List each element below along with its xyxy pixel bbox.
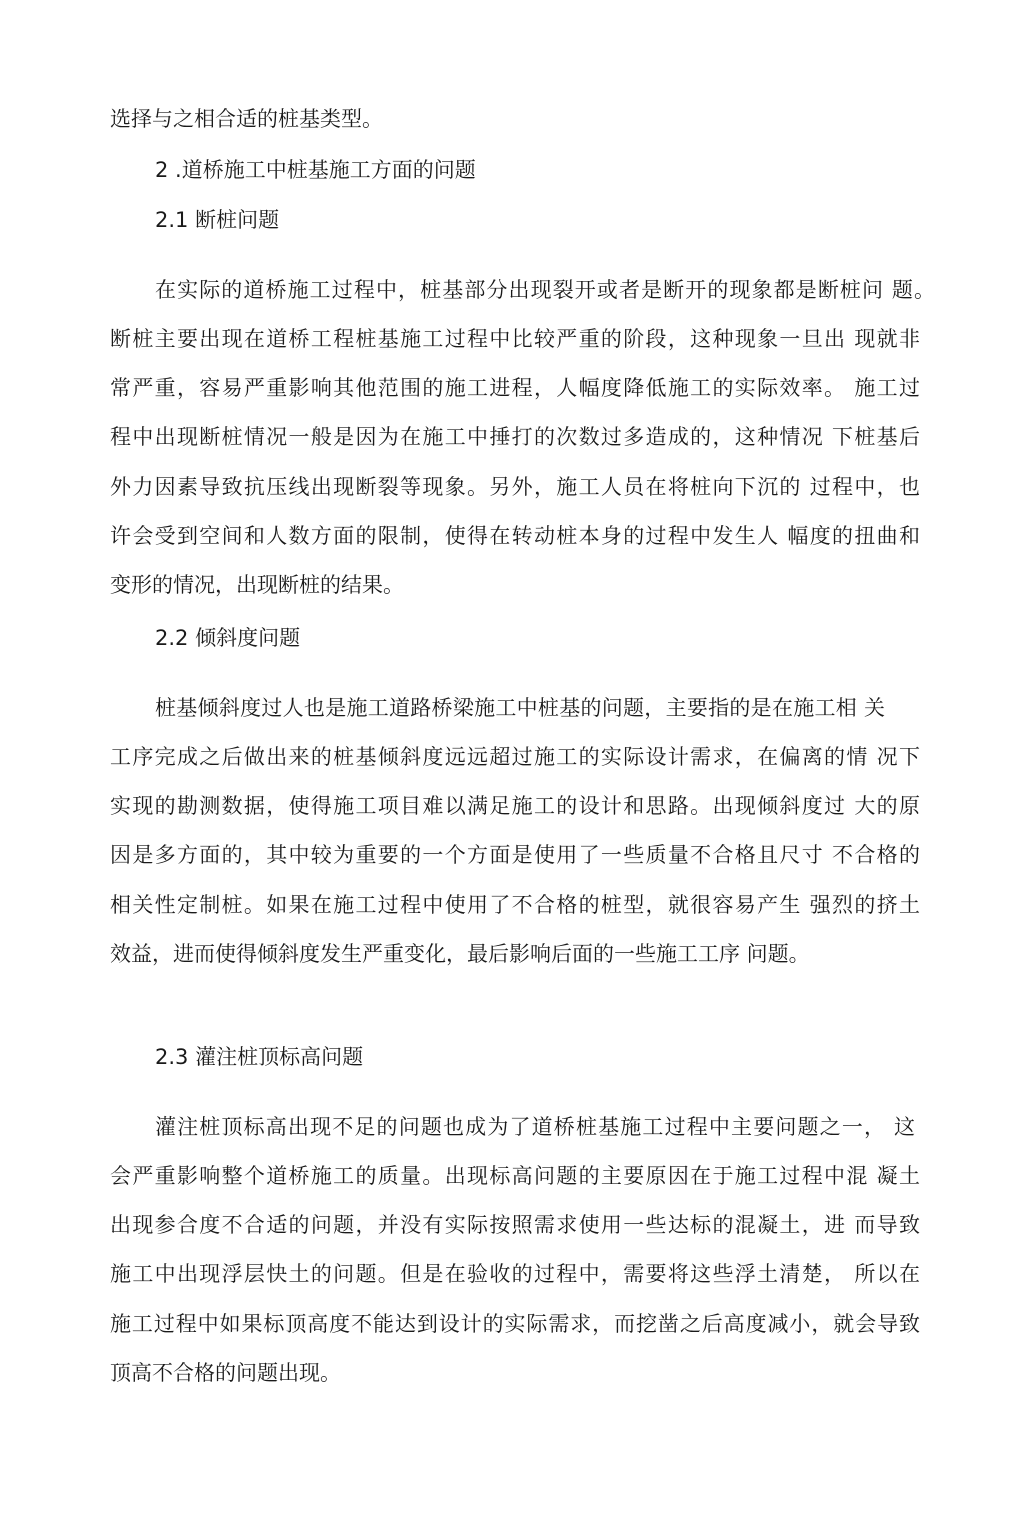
paragraph-line: 桩基倾斜度过人也是施工道路桥梁施工中桩基的问题，主要指的是在施工相 关	[155, 696, 885, 720]
paragraph-line: 实现的勘测数据，使得施工项目难以满足施工的设计和思路。出现倾斜度过 大的原	[110, 794, 920, 818]
paragraph-line: 施工过程中如果标顶高度不能达到设计的实际需求，而挖凿之后高度减小，就会导致	[110, 1312, 920, 1336]
subsection-heading: 2.1 断桩问题	[155, 208, 280, 232]
subsection-heading: 2.3 灌注桩顶标高问题	[155, 1045, 364, 1069]
paragraph-line: 出现参合度不合适的问题，并没有实际按照需求使用一些达标的混凝土，进 而导致	[110, 1213, 920, 1237]
paragraph-line: 因是多方面的，其中较为重要的一个方面是使用了一些质量不合格且尺寸 不合格的	[110, 843, 920, 867]
paragraph-line: 选择与之相合适的桩基类型。	[110, 107, 383, 131]
paragraph-line: 外力因素导致抗压线出现断裂等现象。另外，施工人员在将桩向下沉的 过程中，也	[110, 475, 920, 499]
paragraph-line: 施工中出现浮层快土的问题。但是在验收的过程中，需要将这些浮土清楚， 所以在	[110, 1262, 920, 1286]
paragraph-line: 工序完成之后做出来的桩基倾斜度远远超过施工的实际设计需求，在偏离的情 况下	[110, 745, 920, 769]
paragraph-line: 效益，进而使得倾斜度发生严重变化，最后影响后面的一些施工工序 问题。	[110, 942, 810, 966]
paragraph-line: 断桩主要出现在道桥工程桩基施工过程中比较严重的阶段，这种现象一旦出 现就非	[110, 327, 920, 351]
section-heading: 2 .道桥施工中桩基施工方面的问题	[155, 158, 476, 182]
paragraph-line: 相关性定制桩。如果在施工过程中使用了不合格的桩型，就很容易产生 强烈的挤土	[110, 893, 920, 917]
paragraph-line: 程中出现断桩情况一般是因为在施工中捶打的次数过多造成的，这种情况 下桩基后	[110, 425, 920, 449]
paragraph-line: 变形的情况，出现断桩的结果。	[110, 573, 404, 597]
paragraph-line: 顶高不合格的问题出现。	[110, 1361, 341, 1385]
paragraph-line: 常严重，容易严重影响其他范围的施工进程，人幅度降低施工的实际效率。 施工过	[110, 376, 920, 400]
paragraph-line: 许会受到空间和人数方面的限制，使得在转动桩本身的过程中发生人 幅度的扭曲和	[110, 524, 920, 548]
paragraph-line: 会严重影响整个道桥施工的质量。出现标高问题的主要原因在于施工过程中混 凝土	[110, 1164, 920, 1188]
paragraph-line: 在实际的道桥施工过程中，桩基部分出现裂开或者是断开的现象都是断桩问 题。	[155, 278, 935, 302]
subsection-heading: 2.2 倾斜度问题	[155, 626, 301, 650]
paragraph-line: 灌注桩顶标高出现不足的问题也成为了道桥桩基施工过程中主要问题之一， 这	[155, 1115, 915, 1139]
